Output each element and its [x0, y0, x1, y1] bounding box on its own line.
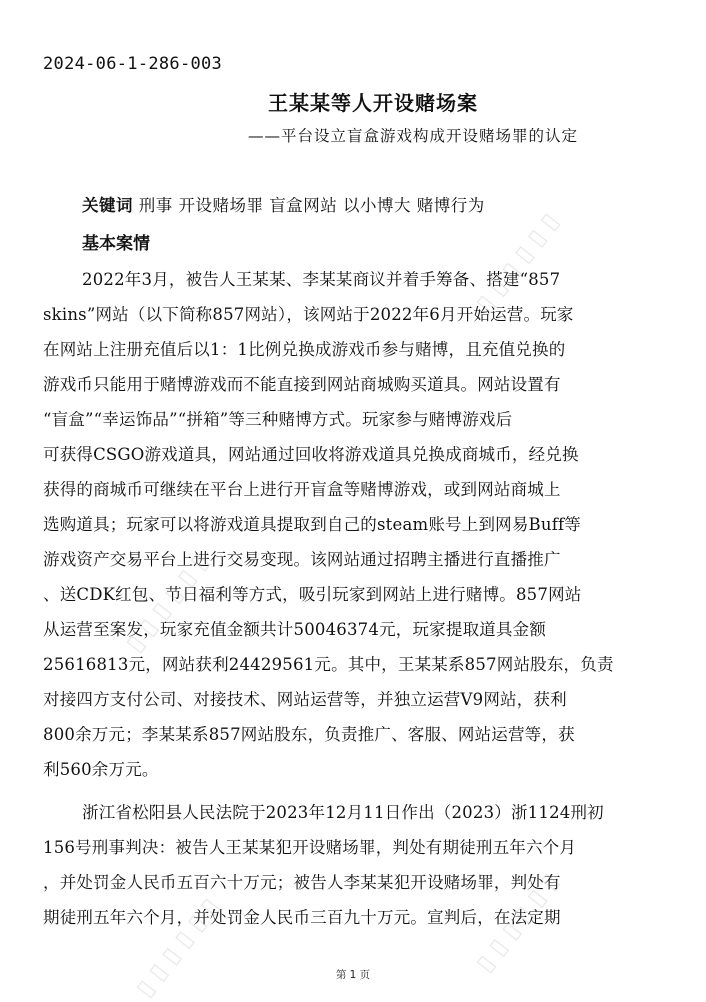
paragraph-line: “盲盒”“幸运饰品”“拼箱”等三种赌博方式。玩家参与赌博游戏后 [43, 410, 513, 429]
keywords-label: 关键词 [82, 196, 133, 215]
paragraph-line: 利560余万元。 [43, 760, 159, 779]
paragraph-line: 对接四方支付公司、对接技术、网站运营等，并独立运营V9网站，获利 [43, 690, 567, 709]
paragraph-line: 在网站上注册充值后以1：1比例兑换成游戏币参与赌博，且充值兑换的 [43, 340, 566, 359]
watermark-mark: ▯ ▯ ▯ ▯ ▯ ▯ [470, 867, 565, 978]
document-id: 2024-06-1-286-003 [43, 54, 223, 74]
paragraph-line: 2022年3月，被告人王某某、李某某商议并着手筹备、搭建“857 [82, 270, 561, 289]
paragraph-line: 选购道具；玩家可以将游戏道具提取到自己的steam账号上到网易Buff等 [43, 515, 582, 534]
watermark-mark: ▯ ▯ ▯ ▯ ▯ ▯ [470, 207, 565, 318]
case-subtitle: ——平台设立盲盒游戏构成开设赌场罪的认定 [247, 127, 578, 145]
watermark-mark: ▯ ▯ ▯ ▯ ▯ ▯ [130, 892, 225, 1002]
paragraph-line: 浙江省松阳县人民法院于2023年12月11日作出（2023）浙1124刑初 [82, 803, 604, 822]
paragraph-line: 可获得CSGO游戏道具，网站通过回收将游戏道具兑换成商城币，经兑换 [43, 445, 579, 464]
paragraph-line: ，并处罚金人民币五百六十万元；被告人李某某犯开设赌场罪，判处有 [43, 873, 561, 892]
keywords-line [82, 192, 485, 216]
case-title: 王某某等人开设赌场案 [268, 91, 478, 115]
paragraph-line: 游戏币只能用于赌博游戏而不能直接到网站商城购买道具。网站设置有 [43, 375, 561, 394]
paragraph-line: 期徒刑五年六个月，并处罚金人民币三百九十万元。宣判后，在法定期 [43, 908, 561, 927]
paragraph-line: 从运营至案发，玩家充值金额共计50046374元，玩家提取道具金额 [43, 620, 547, 639]
paragraph-line: 156号刑事判决：被告人王某某犯开设赌场罪，判处有期徒刑五年六个月 [43, 838, 577, 857]
keywords-text: 刑事 开设赌场罪 盲盒网站 以小博大 赌博行为 [133, 196, 485, 215]
paragraph-line: 800余万元；李某某系857网站股东，负责推广、客服、网站运营等，获 [43, 725, 575, 744]
paragraph-line: 25616813元，网站获利24429561元。其中，王某某系857网站股东，负责 [43, 655, 614, 674]
paragraph-line: 游戏资产交易平台上进行交易变现。该网站通过招聘主播进行直播推广 [43, 550, 561, 569]
paragraph-line: skins”网站（以下简称857网站），该网站于2022年6月开始运营。玩家 [43, 305, 574, 324]
paragraph-line: 、送CDK红包、节日福利等方式，吸引玩家到网站上进行赌博。857网站 [43, 585, 582, 604]
paragraph-line: 获得的商城币可继续在平台上进行开盲盒等赌博游戏，或到网站商城上 [43, 480, 561, 499]
section-heading-basic-facts: 基本案情 [82, 234, 150, 254]
watermark-mark: ▯ ▯ ▯ ▯ ▯ ▯ [120, 547, 215, 658]
page-number: 第 1 页 [335, 969, 371, 981]
